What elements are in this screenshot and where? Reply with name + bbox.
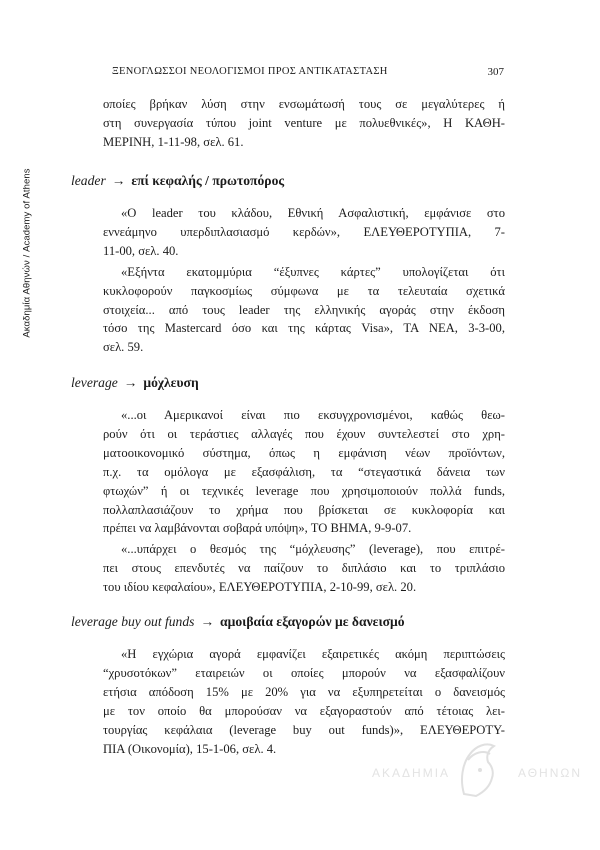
text-line: «Εξήντα εκατομμύρια “έξυπνες κάρτες” υπολογίζεται ότι (121, 264, 505, 279)
quote (103, 263, 505, 358)
text-line: οποίες βρήκαν λύση στην ενσωμάτωσή τους σε μεγαλύτερες ή (103, 97, 505, 111)
text-line: «...υπάρχει ο θεσμός της “μόχλευσης” (leverage), που επιτρέ- (121, 542, 505, 557)
entry-body-leader (103, 204, 505, 359)
watermark-text-left: ΑΚΑΔΗΜΙΑ (372, 766, 451, 780)
text-line: κυκλοφορούν παγκοσμίως σύμφωνα με τα τελευταία σχετικά (103, 283, 505, 298)
text-line: πρέπει να λαμβάνονται σοβαρά υπόψη», ΤΟ ΒΗΜΑ, 9-9-07. (103, 521, 412, 536)
entry-heading-leverage (71, 375, 199, 391)
entry-term: leverage (71, 375, 118, 390)
arrow-icon: → (111, 173, 126, 188)
text-line: στοιχεία... από τους leader της ελληνικής αγοράς στην έκδοση (103, 302, 505, 317)
text-line: “χρυσοτόκων” εταιρειών οι οποίες μπορούν να εξασφαλίζουν (103, 665, 505, 680)
entry-body-leverage (103, 406, 505, 599)
text-line: πει στους επενδυτές να παίζουν το διπλάσιο και το τριπλάσιο (103, 561, 505, 576)
text-line: «...οι Αμερικανοί είναι πιο εκσυγχρονισμένοι, καθώς θεω- (121, 408, 505, 422)
text-line: σελ. 59. (103, 340, 144, 355)
text-line: ΠΙΑ (Οικονομία), 15-1-06, σελ. 4. (103, 741, 277, 756)
quote (103, 645, 505, 758)
text-line: πολλαπλασιάζουν το χρήμα που βρίσκεται σε κυκλοφορία και (103, 502, 505, 517)
entry-translation: μόχλευση (143, 375, 199, 390)
arrow-icon: → (123, 375, 138, 390)
text-line: ρούν ότι οι τεράστιες αλλαγές που έχουν συντελεστεί στο χρη- (103, 426, 505, 441)
text-line: του ιδίου κεφαλαίου», ΕΛΕΥΘΕΡΟΤΥΠΙΑ, 2-10-99, σελ. 20. (103, 580, 417, 595)
watermark-text-right: ΑΘΗΝΩΝ (517, 766, 582, 780)
quote (103, 540, 505, 597)
text-line: π.χ. τα ομόλογα με εξασφάλιση, τα “στεγαστικά δάνεια των (103, 464, 505, 479)
text-line: ετήσια απόδοση 15% με 20% για να εξυπηρετείται ο δανεισμός (103, 684, 505, 699)
text-line: φτωχών” ή οι τεχνικές leverage που χρησιμοποιούν πολλά funds, (103, 483, 505, 498)
running-title: ΞΕΝΟΓΛΩΣΣΟΙ ΝΕΟΛΟΓΙΣΜΟΙ ΠΡΟΣ ΑΝΤΙΚΑΤΑΣΤΑΣΗ (112, 66, 388, 77)
text-line: «Η εγχώρια αγορά εμφανίζει εξαιρετικές ακόμη περιπτώσεις (121, 647, 505, 661)
text-line: 11-00, σελ. 40. (103, 243, 179, 258)
entry-translation: αμοιβαία εξαγορών με δανεισμό (220, 614, 405, 629)
text-line: ματοοικονομικό σύστημα, όπως η εμφάνιση νέων προϊόντων, (103, 445, 505, 460)
arrow-icon: → (200, 614, 215, 629)
text-line: τουργίας κεφάλαια (leverage buy out funds)», ΕΛΕΥΘΕΡΟΤΥ- (103, 722, 505, 737)
text-line: τόσο της Mastercard όσο και της κάρτας Visa», ΤΑ ΝΕΑ, 3-3-00, (103, 321, 505, 336)
text-line: ΜΕΡΙΝΗ, 1-11-98, σελ. 61. (103, 134, 244, 149)
text-line: με τον οποίο θα μπορούσαν να εξαγοραστούν από τέτοιας λει- (103, 703, 505, 718)
entry-translation: επί κεφαλής / πρωτοπόρος (131, 173, 285, 188)
entry-term: leader (71, 173, 106, 188)
athena-head-icon (454, 736, 500, 800)
quote (103, 204, 505, 261)
intro-paragraph (103, 95, 505, 152)
text-line: «Ο leader του κλάδου, Εθνική Ασφαλιστική, εμφάνισε στο (121, 206, 505, 220)
page-header (112, 66, 504, 80)
quote (103, 406, 505, 538)
side-label: Ακαδημία Αθηνών / Academy of Athens (21, 168, 33, 338)
page-number: 307 (487, 66, 504, 78)
text-line: στη συνεργασία τύπου joint venture με πολυεθνικές», Η ΚΑΘΗ- (103, 115, 505, 130)
entry-term: leverage buy out funds (71, 614, 195, 629)
text-line: εννεάμηνο υπερδιπλασιασμό κερδών», ΕΛΕΥΘΕΡΟΤΥΠΙΑ, 7- (103, 224, 505, 239)
entry-heading-leverage-buy-out-funds (71, 614, 405, 630)
entry-heading-leader (71, 173, 284, 189)
academy-watermark (372, 744, 582, 804)
